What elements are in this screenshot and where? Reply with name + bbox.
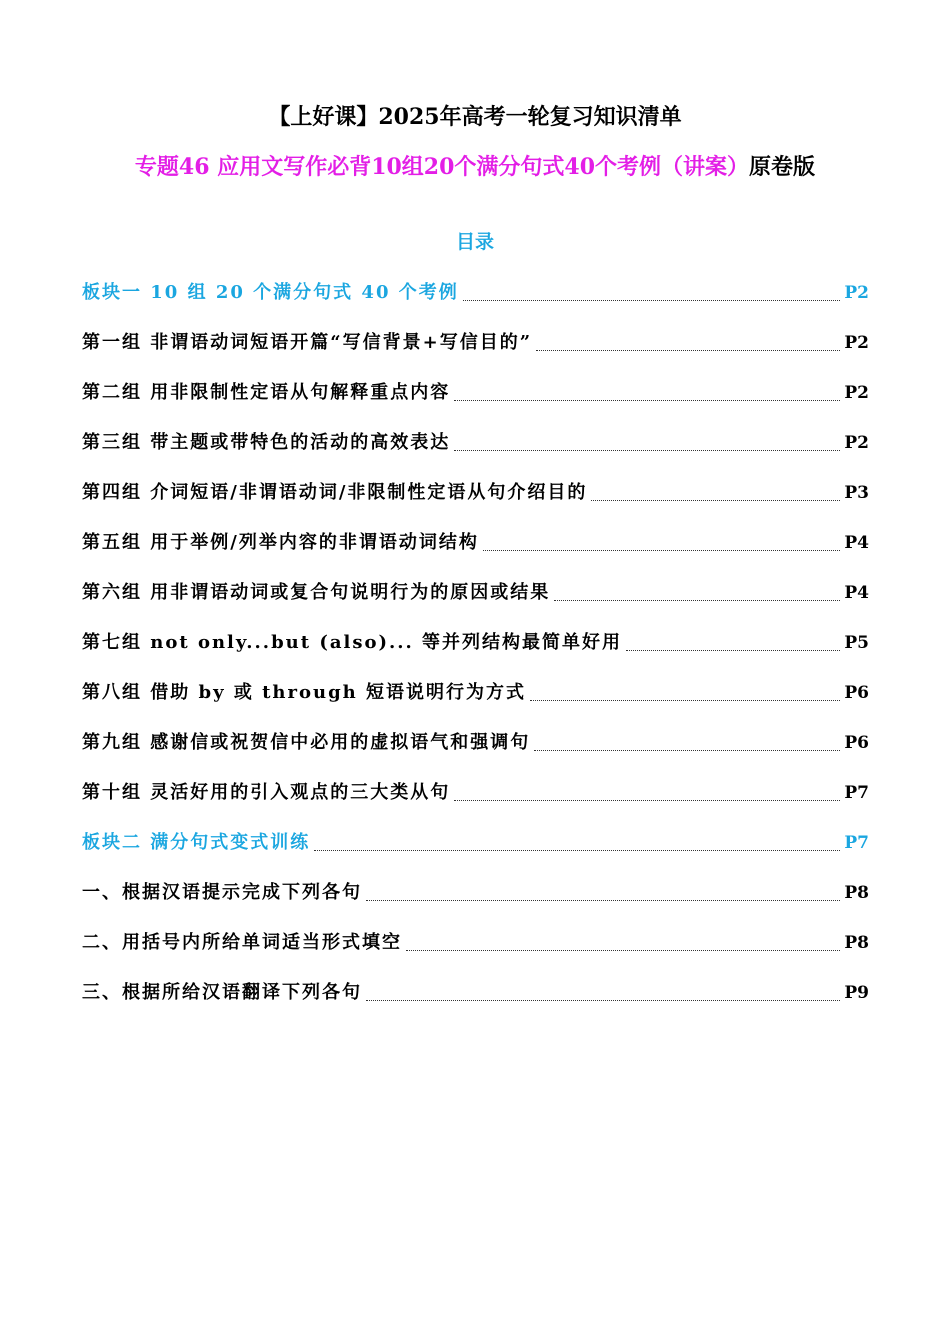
toc-entry-exercise-2[interactable] [82, 928, 869, 956]
toc-heading: 目录 [455, 231, 494, 253]
toc-entry-group-7[interactable] [82, 628, 869, 656]
toc-entry-section-1[interactable] [82, 278, 869, 306]
toc-entry-group-2[interactable] [82, 378, 869, 406]
toc-dot-leader [454, 400, 840, 401]
toc-dot-leader [454, 450, 840, 451]
toc-entry-label: 第三组 带主题或带特色的活动的高效表达 [82, 432, 451, 453]
toc-entry-label: 第二组 用非限制性定语从句解释重点内容 [82, 382, 451, 403]
toc-entry-page: P6 [844, 733, 869, 753]
toc-entry-page: P5 [844, 633, 869, 653]
toc-entry-label: 第十组 灵活好用的引入观点的三大类从句 [82, 782, 451, 803]
toc-entry-group-5[interactable] [82, 528, 869, 556]
toc-entry-label: 板块一 10 组 20 个满分句式 40 个考例 [82, 282, 459, 303]
toc-entry-exercise-1[interactable] [82, 878, 869, 906]
toc-entry-page: P2 [844, 433, 869, 453]
toc-dot-leader [366, 900, 840, 901]
toc-entry-group-4[interactable] [82, 478, 869, 506]
toc-entry-label: 第七组 not only...but (also)... 等并列结构最简单好用 [82, 632, 623, 653]
document-subtitle [0, 151, 950, 183]
toc-entry-label: 第五组 用于举例/列举内容的非谓语动词结构 [82, 532, 479, 553]
toc-entry-label: 第九组 感谢信或祝贺信中必用的虚拟语气和强调句 [82, 732, 531, 753]
toc-entry-label: 二、用括号内所给单词适当形式填空 [82, 932, 402, 953]
toc-entry-page: P8 [844, 933, 869, 953]
toc-entry-group-10[interactable] [82, 778, 869, 806]
toc-dot-leader [626, 650, 840, 651]
toc-entry-label: 一、根据汉语提示完成下列各句 [82, 882, 362, 903]
toc-dot-leader [536, 350, 840, 351]
toc-dot-leader [366, 1000, 840, 1001]
toc-dot-leader [591, 500, 840, 501]
toc-entry-page: P9 [844, 983, 869, 1003]
subtitle-main: 专题46 应用文写作必背10组20个满分句式40个考例（讲案） [134, 154, 750, 180]
toc-entry-label: 第四组 介词短语/非谓语动词/非限制性定语从句介绍目的 [82, 482, 588, 503]
toc-dot-leader [463, 300, 841, 301]
toc-dot-leader [483, 550, 841, 551]
toc-entry-exercise-3[interactable] [82, 978, 869, 1006]
toc-entry-label: 板块二 满分句式变式训练 [82, 832, 311, 853]
toc-dot-leader [534, 750, 840, 751]
toc-dot-leader [314, 850, 840, 851]
toc-entry-page: P4 [844, 583, 869, 603]
toc-entry-page: P7 [844, 783, 869, 803]
toc-entry-group-9[interactable] [82, 728, 869, 756]
toc-entry-group-8[interactable] [82, 678, 869, 706]
toc-entry-page: P2 [844, 333, 869, 353]
toc-dot-leader [530, 700, 840, 701]
toc-entry-page: P4 [844, 533, 869, 553]
toc-entry-page: P2 [844, 283, 869, 303]
toc-dot-leader [406, 950, 840, 951]
toc-entry-page: P8 [844, 883, 869, 903]
toc-entry-group-3[interactable] [82, 428, 869, 456]
document-title: 【上好课】2025年高考一轮复习知识清单 [268, 104, 682, 130]
toc-entry-page: P6 [844, 683, 869, 703]
toc-entry-group-1[interactable] [82, 328, 869, 356]
toc-entry-section-2[interactable] [82, 828, 869, 856]
toc-entry-label: 第八组 借助 by 或 through 短语说明行为方式 [82, 682, 527, 703]
toc-dot-leader [454, 800, 840, 801]
toc-entry-label: 第一组 非谓语动词短语开篇“写信背景+写信目的” [82, 332, 533, 353]
subtitle-suffix: 原卷版 [749, 154, 816, 180]
toc-entry-page: P7 [844, 833, 869, 853]
toc-entry-group-6[interactable] [82, 578, 869, 606]
toc-entry-page: P2 [844, 383, 869, 403]
toc-entry-page: P3 [844, 483, 869, 503]
toc-entry-label: 第六组 用非谓语动词或复合句说明行为的原因或结果 [82, 582, 551, 603]
toc-entry-label: 三、根据所给汉语翻译下列各句 [82, 982, 362, 1003]
toc-dot-leader [554, 600, 840, 601]
